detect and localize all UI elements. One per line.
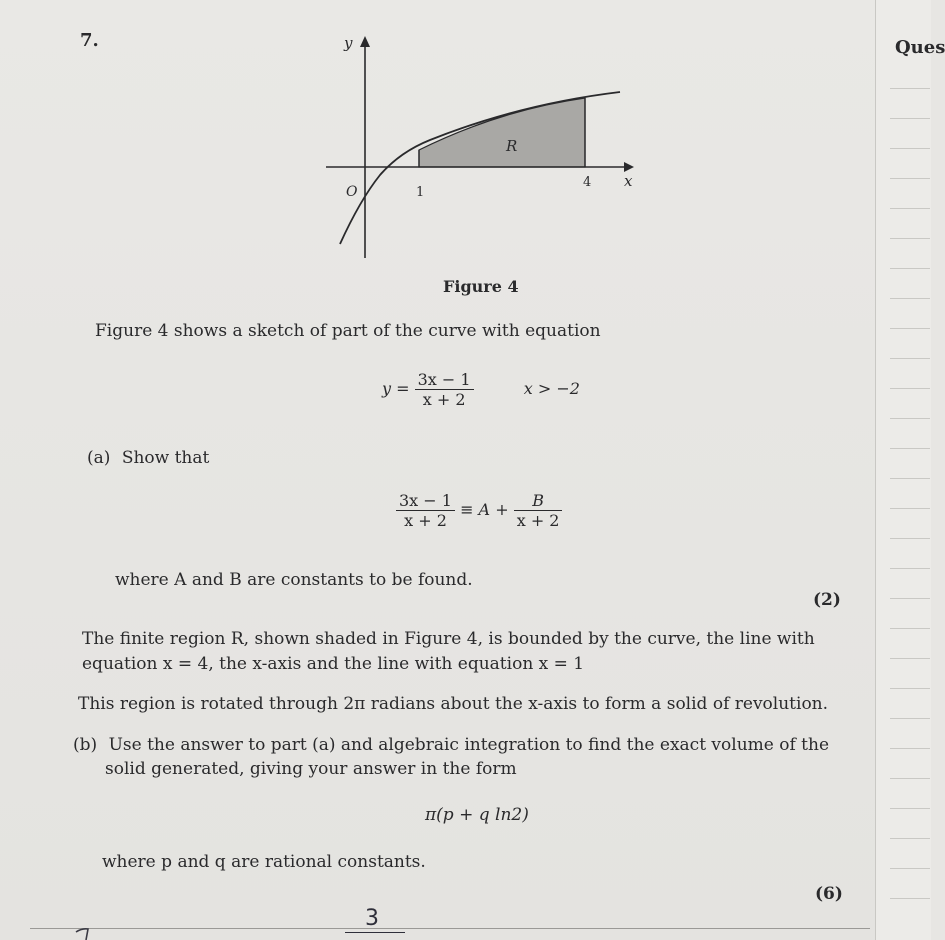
answer-margin	[875, 0, 931, 940]
margin-rule	[890, 748, 930, 749]
margin-rule	[890, 208, 930, 209]
margin-rule	[890, 178, 930, 179]
part-b-marks: (6)	[815, 884, 843, 904]
margin-rule	[890, 478, 930, 479]
identity	[396, 491, 562, 530]
equation-denominator: x + 2	[422, 390, 466, 409]
part-b-where: where p and q are rational constants.	[102, 852, 426, 872]
identity-denominator-2: x + 2	[516, 511, 560, 530]
margin-rule	[890, 148, 930, 149]
region-description-line1: The finite region R, shown shaded in Figure 4, is bounded by the curve, the line with	[82, 629, 815, 649]
equation-lhs: y =	[382, 379, 410, 398]
part-a-label: (a)	[87, 448, 111, 468]
handwritten-mark: 3	[365, 906, 379, 931]
identity-numerator: 3x − 1	[396, 491, 455, 511]
margin-rule	[890, 118, 930, 119]
margin-rule	[890, 448, 930, 449]
y-axis-label: y	[344, 34, 353, 52]
x-axis-arrow-icon	[624, 162, 634, 172]
equation-fraction	[415, 370, 474, 409]
margin-rule	[890, 568, 930, 569]
margin-rule	[890, 598, 930, 599]
margin-rule	[890, 808, 930, 809]
margin-rule	[890, 778, 930, 779]
intro-text: Figure 4 shows a sketch of part of the curve with equation	[95, 321, 601, 341]
identity-numerator-2: B	[514, 491, 563, 511]
part-b-text-line1: Use the answer to part (a) and algebraic integration to find the exact volume of the	[108, 735, 830, 755]
margin-header: Ques	[895, 37, 945, 58]
shaded-region-r	[419, 98, 585, 167]
margin-rule	[890, 838, 930, 839]
region-label: R	[506, 137, 518, 155]
margin-rule	[890, 388, 930, 389]
margin-rule	[890, 298, 930, 299]
answer-form: π(p + q ln2)	[425, 805, 529, 825]
question-number: 7.	[80, 30, 99, 51]
margin-rule	[890, 868, 930, 869]
margin-rule	[890, 268, 930, 269]
tick-label-1: 1	[416, 185, 425, 200]
x-axis-label: x	[624, 172, 633, 190]
identity-denominator: x + 2	[404, 511, 447, 530]
tick-label-4: 4	[583, 175, 592, 190]
identity-left-fraction	[396, 491, 455, 530]
margin-rule	[890, 328, 930, 329]
handwritten-underline	[345, 932, 405, 933]
part-a-text: Show that	[121, 448, 210, 468]
margin-rule	[890, 538, 930, 539]
part-a-prompt	[87, 448, 209, 468]
curve-equation	[382, 370, 580, 409]
margin-rule	[890, 688, 930, 689]
margin-rule	[890, 898, 930, 899]
pen-stroke-icon	[70, 918, 100, 940]
part-b-prompt	[73, 735, 829, 755]
margin-rule	[890, 658, 930, 659]
identity-middle: ≡ A +	[460, 500, 509, 519]
margin-rule	[890, 508, 930, 509]
part-b-label: (b)	[73, 735, 98, 755]
margin-rule	[890, 628, 930, 629]
margin-rule	[890, 358, 930, 359]
part-b-text-line2: solid generated, giving your answer in the form	[105, 759, 517, 779]
origin-label: O	[346, 184, 358, 200]
figure-caption: Figure 4	[443, 277, 519, 296]
part-a-where: where A and B are constants to be found.	[115, 570, 473, 590]
margin-rule	[890, 418, 930, 419]
margin-rule	[890, 718, 930, 719]
region-description-line2: equation x = 4, the x-axis and the line with equation x = 1	[82, 654, 585, 674]
bottom-rule	[30, 928, 870, 929]
equation-condition: x > −2	[523, 379, 580, 398]
margin-rule	[890, 238, 930, 239]
part-a-marks: (2)	[813, 590, 841, 610]
identity-right-fraction	[514, 491, 563, 530]
figure-4-sketch	[0, 0, 700, 270]
rotation-text: This region is rotated through 2π radians about the x-axis to form a solid of revolution.	[78, 694, 829, 714]
equation-numerator: 3x − 1	[415, 370, 474, 390]
margin-rule	[890, 88, 930, 89]
y-axis-arrow-icon	[360, 36, 370, 47]
